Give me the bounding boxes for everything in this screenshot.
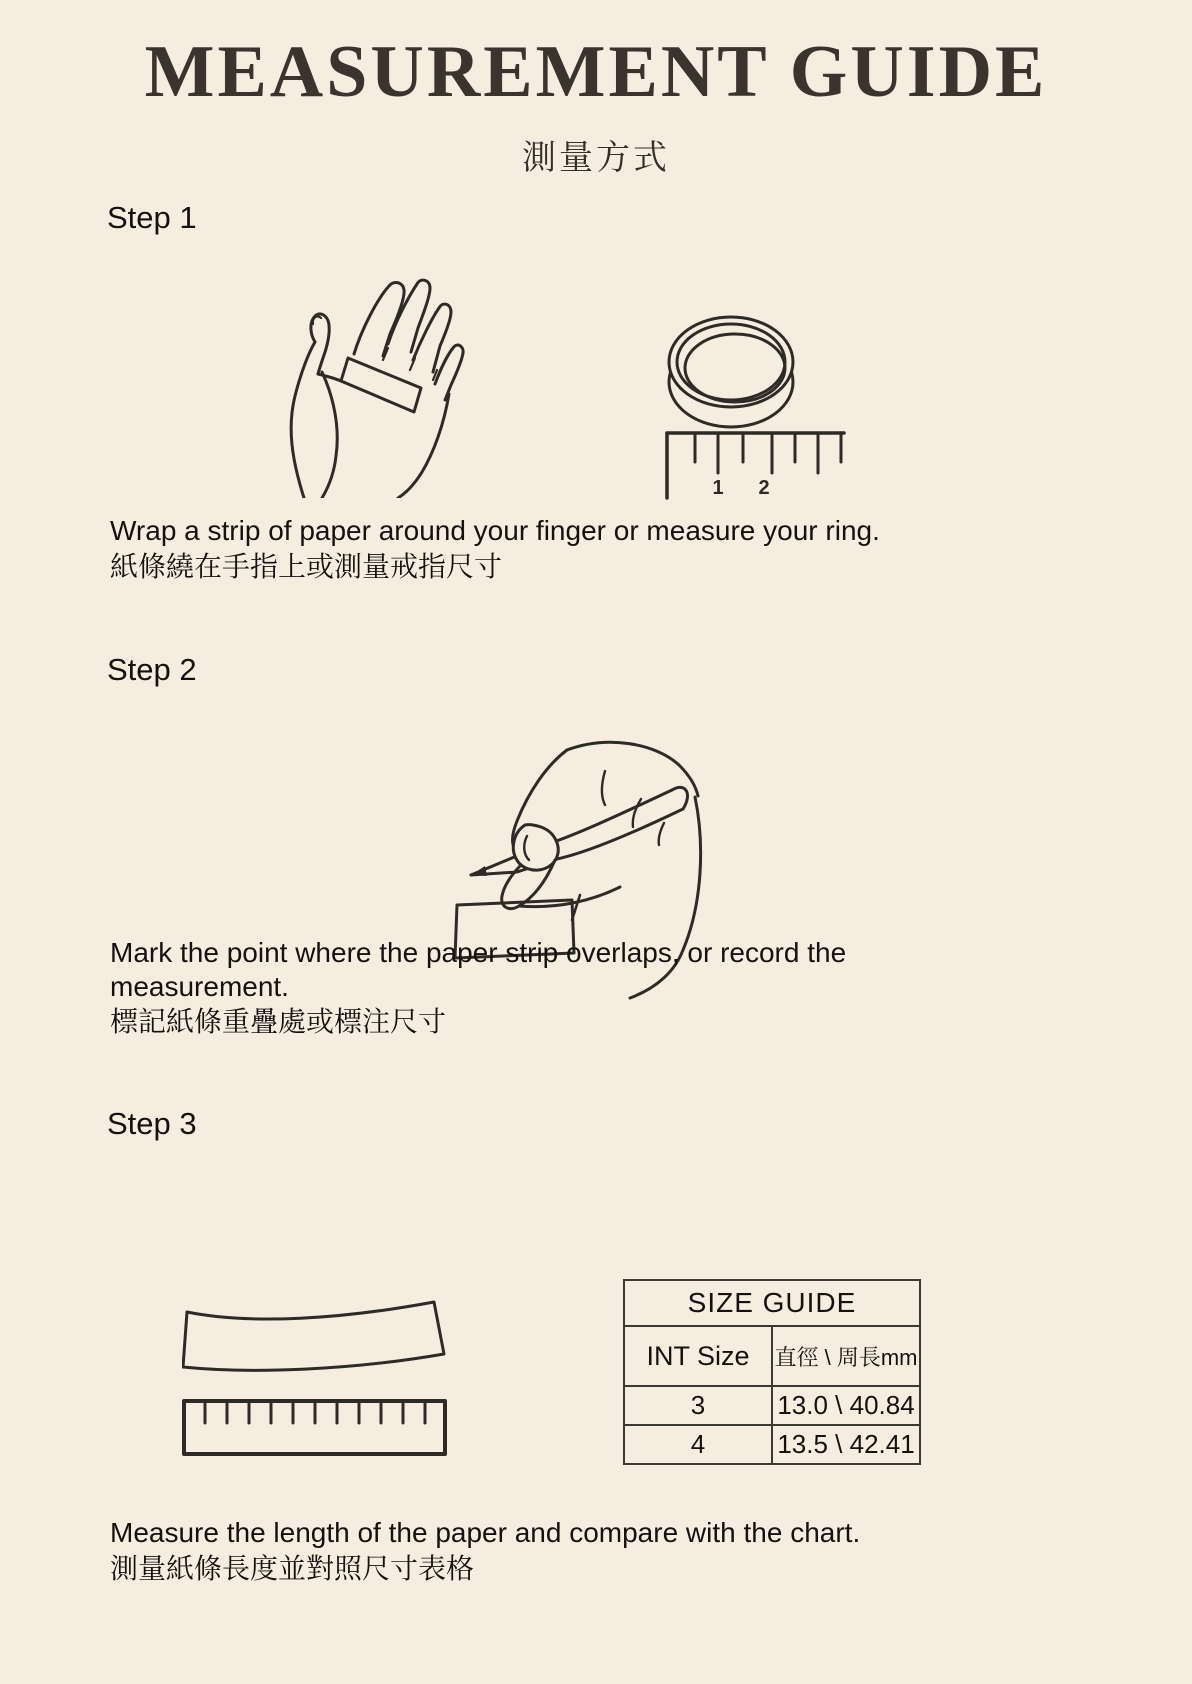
ring-on-ruler-icon [612, 296, 852, 506]
step1-text [110, 514, 880, 583]
step1-label: Step 1 [107, 200, 197, 235]
table-row [624, 1386, 920, 1425]
step3-text-en: Measure the length of the paper and compare with the chart. [110, 1517, 861, 1548]
step2-text-zh: 標記紙條重疊處或標注尺寸 [110, 1006, 447, 1038]
size-guide-row1-value: 13.0 \ 40.84 [772, 1386, 920, 1425]
step2-label: Step 2 [107, 652, 197, 687]
paper-strip-icon [182, 1298, 448, 1376]
step3-text [110, 1516, 860, 1585]
size-guide-row1-size: 3 [624, 1386, 772, 1425]
step2-text [110, 936, 1030, 1039]
step3-label: Step 3 [107, 1106, 197, 1141]
size-guide-title: SIZE GUIDE [624, 1280, 920, 1326]
size-guide-row2-value: 13.5 \ 42.41 [772, 1425, 920, 1464]
step3-text-zh: 測量紙條長度並對照尺寸表格 [110, 1552, 475, 1584]
ruler-number-2: 2 [758, 477, 770, 499]
step2-text-en: Mark the point where the paper strip overlaps, or record the measurement. [110, 937, 847, 1002]
ruler-number-1: 1 [712, 477, 724, 499]
table-row [624, 1425, 920, 1464]
size-guide-table [623, 1279, 921, 1465]
hand-with-paper-strip-icon [282, 252, 467, 498]
ruler-icon [181, 1398, 449, 1460]
step1-text-en: Wrap a strip of paper around your finger or measure your ring. [110, 515, 880, 546]
size-guide-col-int-size: INT Size [624, 1326, 772, 1386]
page-subtitle: 測量方式 [522, 139, 670, 177]
size-guide-row2-size: 4 [624, 1425, 772, 1464]
step1-text-zh: 紙條繞在手指上或測量戒指尺寸 [110, 550, 503, 582]
size-guide-col-diameter: 直徑 \ 周長mm [772, 1326, 920, 1386]
page-title: MEASUREMENT GUIDE [144, 31, 1048, 113]
